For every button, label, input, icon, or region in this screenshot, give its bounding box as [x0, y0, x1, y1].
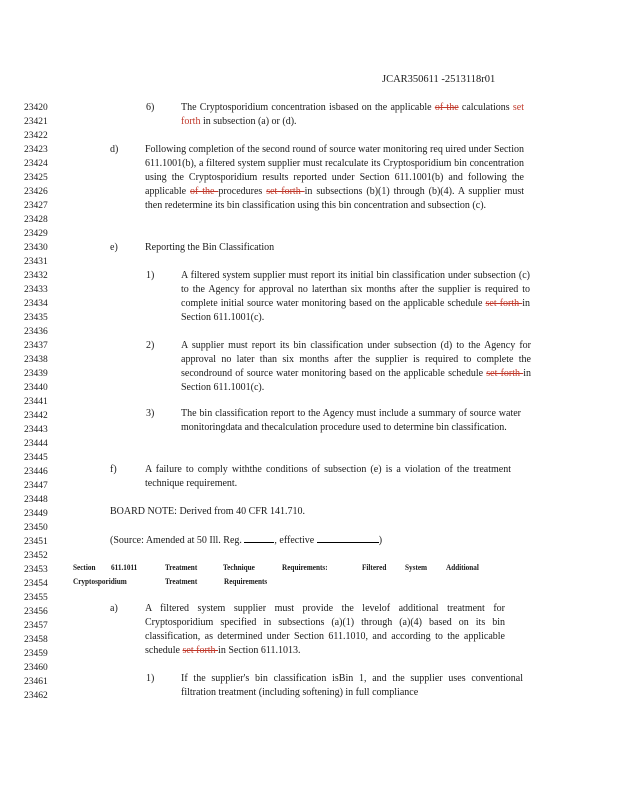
- line-number: 23441: [24, 397, 48, 407]
- line-number: 23423: [24, 145, 48, 155]
- item-d-label: d): [110, 144, 119, 155]
- line-number: 23436: [24, 327, 48, 337]
- item-a1-text: If the supplier's bin classification isBin 1, and the supplier uses conventional filtration treatment (including softening) in full compliance: [181, 673, 523, 698]
- item-f-label: f): [110, 464, 117, 475]
- document-header: JCAR350611 -2513118r01: [382, 74, 496, 85]
- line-number: 23430: [24, 243, 48, 253]
- line-number: 23422: [24, 131, 48, 141]
- line-number: 23429: [24, 229, 48, 239]
- item-e-label: e): [110, 242, 118, 253]
- line-number: 23457: [24, 621, 48, 631]
- line-number: 23438: [24, 355, 48, 365]
- line-number: 23440: [24, 383, 48, 393]
- line-number: 23425: [24, 173, 48, 183]
- line-number: 23426: [24, 187, 48, 197]
- line-number: 23450: [24, 523, 48, 533]
- line-number: 23449: [24, 509, 48, 519]
- line-number: 23439: [24, 369, 48, 379]
- line-number: 23432: [24, 271, 48, 281]
- line-number: 23428: [24, 215, 48, 225]
- item-a1-label: 1): [146, 673, 155, 684]
- item-a-label: a): [110, 603, 118, 614]
- line-number: 23433: [24, 285, 48, 295]
- item-e1-text: A filtered system supplier must report its initial bin classification under subsection (c) to the Agency for approval no laterthan six months after the supplier is required to complete initial source water monitoring based on the applicable schedule set forth in Section 611.1001(c).: [181, 270, 531, 323]
- line-number: 23443: [24, 425, 48, 435]
- line-number: 23461: [24, 677, 48, 687]
- line-number: 23427: [24, 201, 48, 211]
- line-number: 23454: [24, 579, 48, 589]
- line-number: 23451: [24, 537, 48, 547]
- line-number: 23437: [24, 341, 48, 351]
- line-number: 23455: [24, 593, 48, 603]
- line-number: 23453: [24, 565, 48, 575]
- line-number: 23442: [24, 411, 48, 421]
- item-e3-label: 3): [146, 408, 155, 419]
- line-number: 23452: [24, 551, 48, 561]
- line-number: 23462: [24, 691, 48, 701]
- source-line: (Source: Amended at 50 Ill. Reg. , effective ): [110, 535, 383, 546]
- line-number: 23435: [24, 313, 48, 323]
- line-number: 23420: [24, 103, 48, 113]
- line-number: 23445: [24, 453, 48, 463]
- line-number: 23424: [24, 159, 48, 169]
- line-number: 23431: [24, 257, 48, 267]
- line-number: 23448: [24, 495, 48, 505]
- line-number: 23458: [24, 635, 48, 645]
- item-f-text: A failure to comply withthe conditions of subsection (e) is a violation of the treatment technique requirement.: [145, 464, 511, 489]
- line-number: 23460: [24, 663, 48, 673]
- item-e2-label: 2): [146, 340, 155, 351]
- line-number: 23434: [24, 299, 48, 309]
- item-e1-label: 1): [146, 270, 155, 281]
- board-note: BOARD NOTE: Derived from 40 CFR 141.710.: [110, 506, 305, 517]
- item-d-text: Following completion of the second round of source water monitoring req uired under Section 611.1001(b), a filtered system supplier must recalculate its Cryptosporidium bin concentration using the Cryptosporidium results reported under Section 611.1001(b) and following the applicable of the procedures set forth in subsections (b)(1) through (b)(4). A supplier must then redetermine its bin classification using this bin concentration and subsection (c).: [145, 144, 525, 211]
- line-number: 23421: [24, 117, 48, 127]
- line-number: 23444: [24, 439, 48, 449]
- item-6-text: The Cryptosporidium concentration isbased on the applicable of the calculations set forth in subsection (a) or (d).: [181, 102, 525, 127]
- item-e2-text: A supplier must report its bin classification under subsection (d) to the Agency for approval no later than six months after the supplier is required to complete the secondround of source water monitoring based on the applicable schedule set forth in Section 611.1001(c).: [181, 340, 531, 393]
- item-a-text: A filtered system supplier must provide the levelof additional treatment for Cryptosporidium specified in subsections (a)(1) through (a)(4) based on its bin classification, as determined under Section 611.1010, and according to the applicable schedule set forth in Section 611.1013.: [145, 603, 505, 656]
- line-number: 23459: [24, 649, 48, 659]
- line-number: 23447: [24, 481, 48, 491]
- line-number: 23446: [24, 467, 48, 477]
- line-number: 23456: [24, 607, 48, 617]
- item-e3-text: The bin classification report to the Agency must include a summary of source water monitoringdata and thecalculation procedure used to determine bin classification.: [181, 408, 521, 433]
- item-6-label: 6): [146, 102, 155, 113]
- item-e-heading: Reporting the Bin Classification: [145, 242, 275, 253]
